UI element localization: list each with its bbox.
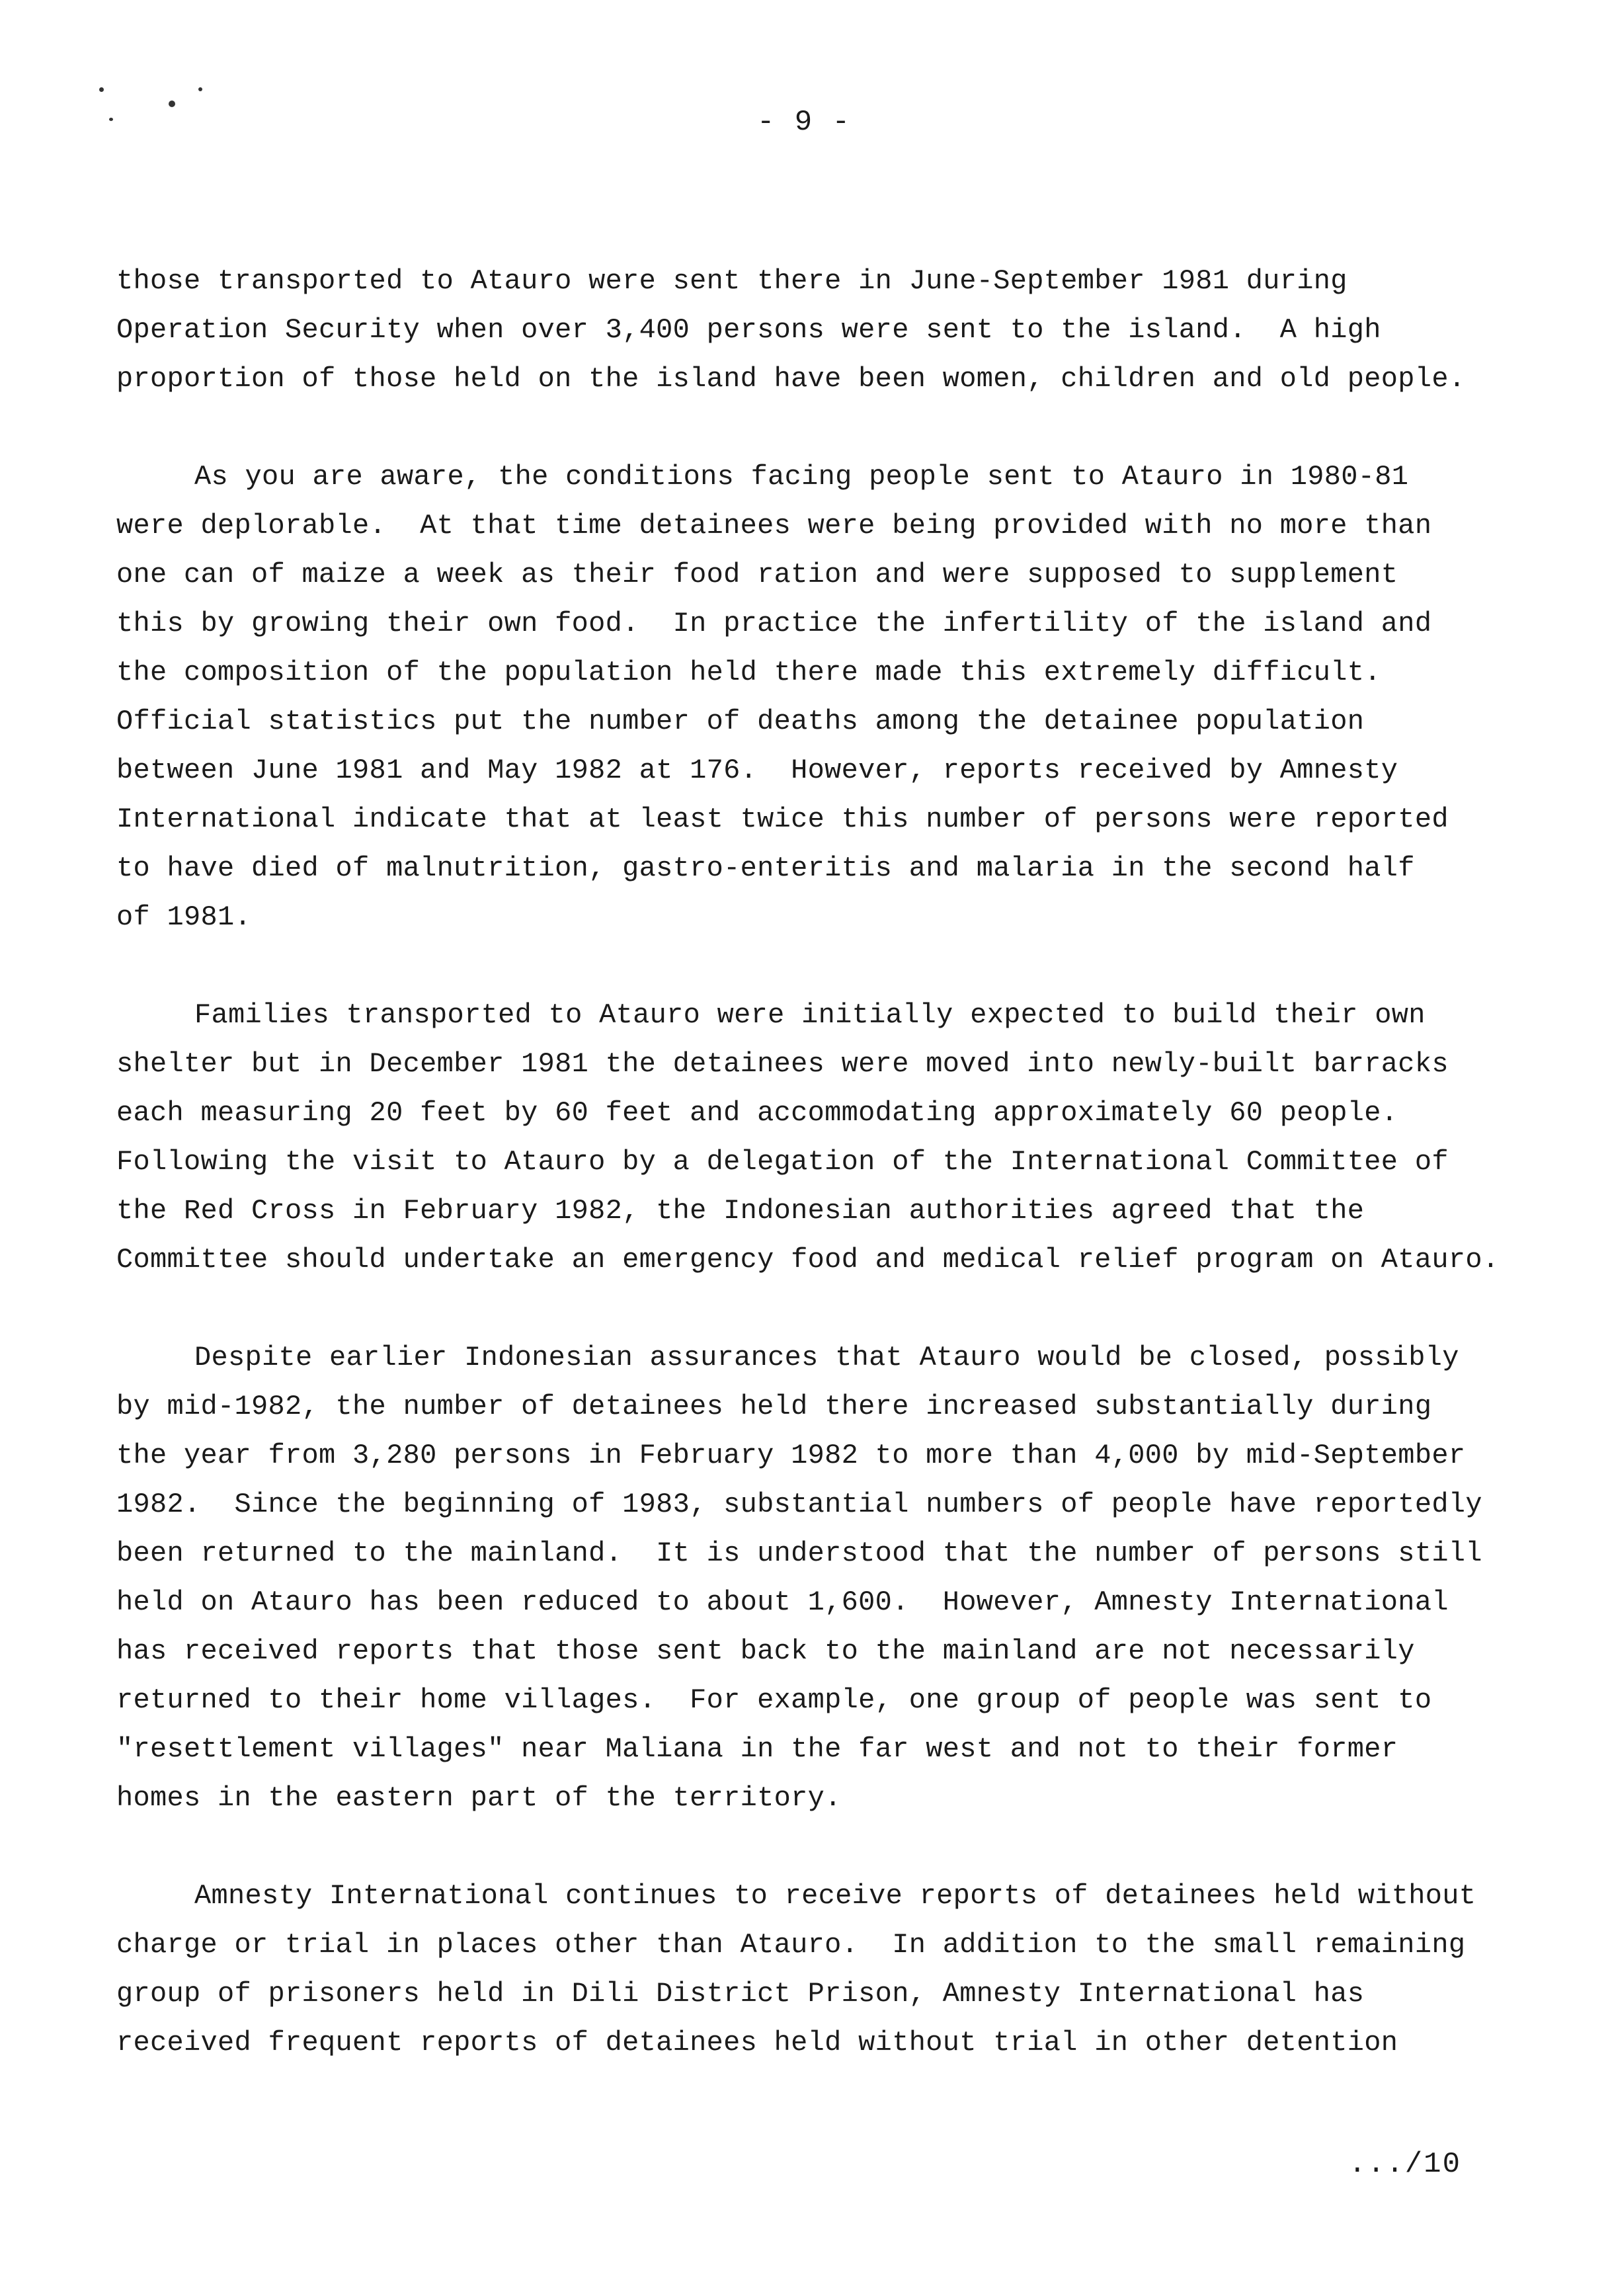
text-line: of 1981. — [116, 901, 252, 933]
text-line: been returned to the mainland. It is understood that the number of persons still — [116, 1538, 1482, 1569]
text-line: were deplorable. At that time detainees were being provided with no more than — [116, 510, 1432, 542]
paragraph — [116, 991, 1500, 1284]
text-line: the composition of the population held there made this extremely difficult. — [116, 657, 1381, 688]
text-line: Families transported to Atauro were initially expected to build their own — [194, 999, 1426, 1031]
text-line: by mid-1982, the number of detainees held there increased substantially during — [116, 1391, 1432, 1422]
text-line: Amnesty International continues to receive reports of detainees held without — [194, 1880, 1476, 1912]
document-body — [116, 257, 1500, 2067]
text-line: Committee should undertake an emergency food and medical relief program on Atauro. — [116, 1244, 1500, 1276]
paragraph — [116, 257, 1472, 403]
text-line: to have died of malnutrition, gastro-enteritis and malaria in the second half — [116, 852, 1415, 884]
text-line: Official statistics put the number of deaths among the detainee population — [116, 706, 1365, 737]
text-line: Despite earlier Indonesian assurances that Atauro would be closed, possibly — [194, 1342, 1459, 1374]
text-line: each measuring 20 feet by 60 feet and accommodating approximately 60 people. — [116, 1097, 1398, 1129]
text-line: one can of maize a week as their food ration and were supposed to supplement — [116, 559, 1398, 591]
paragraph — [116, 452, 1472, 942]
text-line: has received reports that those sent back to the mainland are not necessarily — [116, 1635, 1415, 1667]
paragraph — [116, 1871, 1476, 2067]
text-line: International indicate that at least twice this number of persons were reported — [116, 803, 1449, 835]
scan-speck — [99, 87, 104, 92]
paragraph — [116, 1333, 1482, 1823]
text-line: received frequent reports of detainees held without trial in other detention — [116, 2027, 1398, 2059]
text-line: As you are aware, the conditions facing people sent to Atauro in 1980-81 — [194, 461, 1409, 493]
text-line: 1982. Since the beginning of 1983, substantial numbers of people have reportedly — [116, 1489, 1482, 1520]
text-line: held on Atauro has been reduced to about 1,600. However, Amnesty International — [116, 1586, 1449, 1618]
text-line: those transported to Atauro were sent there in June-September 1981 during — [116, 265, 1347, 297]
text-line: Following the visit to Atauro by a delegation of the International Committee of — [116, 1146, 1449, 1178]
text-line: shelter but in December 1981 the detainees were moved into newly-built barracks — [116, 1048, 1449, 1080]
text-line: "resettlement villages" near Maliana in the far west and not to their former — [116, 1733, 1398, 1765]
text-line: proportion of those held on the island have been women, children and old people. — [116, 363, 1466, 395]
text-line: this by growing their own food. In practice the infertility of the island and — [116, 608, 1432, 639]
text-line: the Red Cross in February 1982, the Indonesian authorities agreed that the — [116, 1195, 1365, 1227]
text-line: group of prisoners held in Dili District Prison, Amnesty International has — [116, 1978, 1365, 2010]
text-line: charge or trial in places other than Atauro. In addition to the small remaining — [116, 1929, 1466, 1961]
continuation-marker: .../10 — [1348, 2148, 1461, 2181]
text-line: the year from 3,280 persons in February 1982 to more than 4,000 by mid-September — [116, 1440, 1466, 1471]
text-line: Operation Security when over 3,400 persons were sent to the island. A high — [116, 314, 1381, 346]
text-line: homes in the eastern part of the territory. — [116, 1782, 842, 1814]
page-number: - 9 - — [756, 106, 852, 139]
scan-speck — [198, 87, 202, 91]
text-line: between June 1981 and May 1982 at 176. However, reports received by Amnesty — [116, 755, 1398, 786]
text-line: returned to their home villages. For example, one group of people was sent to — [116, 1684, 1432, 1716]
